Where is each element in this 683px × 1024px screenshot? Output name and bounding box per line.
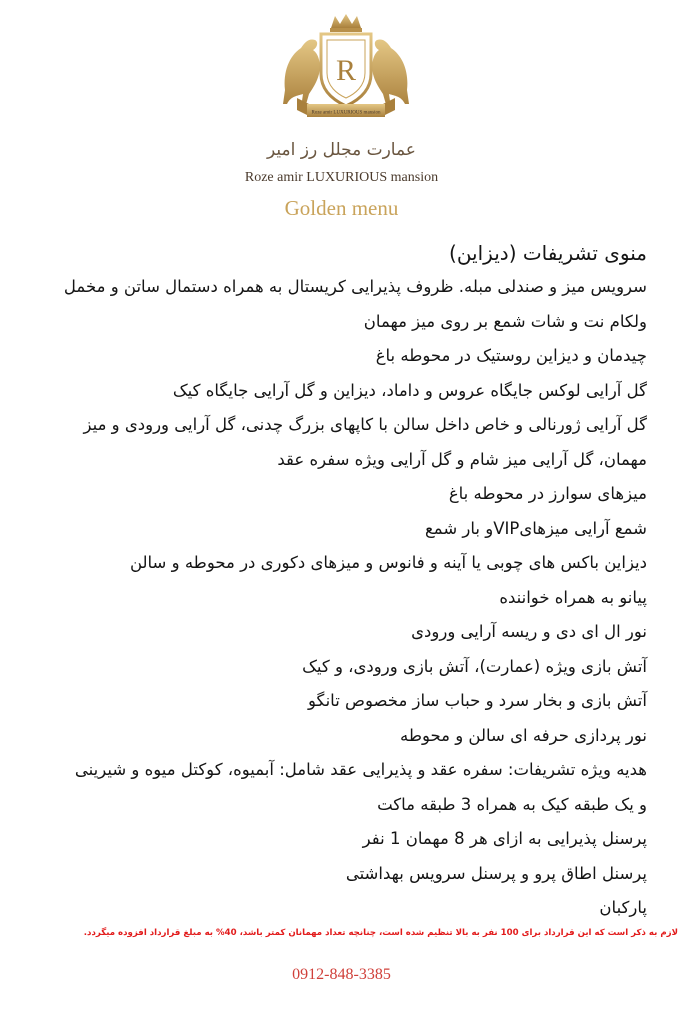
menu-item: نور پردازی حرفه ای سالن و محوطه bbox=[399, 725, 647, 745]
golden-menu-label: Golden menu bbox=[284, 196, 399, 220]
menu-item: گل آرایی ژورنالی و خاص داخل سالن با کاپهای بزرگ چدنی، گل آرایی ورودی و میز bbox=[83, 415, 647, 434]
mansion-name-fa: عمارت مجلل رز امیر bbox=[267, 140, 416, 160]
menu-item: دیزاین باکس های چوبی یا آینه و فانوس و میزهای دکوری در محوطه و سالن bbox=[129, 553, 647, 572]
svg-text:R: R bbox=[335, 54, 357, 87]
menu-item: سرویس میز و صندلی مبله. ظروف پذیرایی کریستال به همراه دستمال ساتن و مخمل bbox=[63, 277, 647, 296]
mansion-name-en: Roze amir LUXURIOUS mansion bbox=[244, 170, 439, 185]
menu-item: پرسنل پذیرایی به ازای هر 8 مهمان 1 نفر bbox=[362, 829, 647, 848]
menu-item: پارکبان bbox=[599, 898, 647, 917]
menu-title: منوی تشریفات (دیزاین) bbox=[449, 241, 647, 265]
menu-item: گل آرایی لوکس جایگاه عروس و داماد، دیزاین و گل آرایی جایگاه کیک bbox=[172, 380, 647, 400]
menu-item: پرسنل اطاق پرو و پرسنل سرویس بهداشتی bbox=[345, 863, 647, 883]
contract-note: لازم به ذکر است که این قرارداد برای 100 نفر به بالا تنظیم شده است، چنانچه تعداد مهمانان کمتر باشد، 40% به مبلغ قرارداد افزوده میگردد. bbox=[83, 928, 678, 938]
crest-icon bbox=[275, 12, 417, 122]
menu-item: شمع آرایی میزهایVIPو بار شمع bbox=[425, 518, 647, 538]
menu-item: مهمان، گل آرایی میز شام و گل آرایی ویژه سفره عقد bbox=[277, 449, 647, 469]
phone-number[interactable]: 0912-848-3385 bbox=[292, 966, 391, 983]
menu-item: چیدمان و دیزاین روستیک در محوطه باغ bbox=[375, 346, 647, 365]
menu-item: میزهای سوارز در محوطه باغ bbox=[448, 484, 647, 503]
menu-item: و یک طبقه کیک به همراه 3 طبقه ماکت bbox=[377, 794, 647, 814]
menu-item: آتش بازی ویژه (عمارت)، آتش بازی ورودی، و کیک bbox=[302, 656, 647, 676]
menu-item: پیانو به همراه خواننده bbox=[499, 587, 647, 607]
mansion-logo bbox=[275, 12, 417, 122]
menu-item: هدیه ویژه تشریفات: سفره عقد و پذیرایی عقد شامل: آبمیوه، کوکتل میوه و شیرینی bbox=[74, 760, 647, 779]
menu-item: ولکام نت و شات شمع بر روی میز مهمان bbox=[363, 311, 647, 331]
menu-item: نور ال ای دی و ریسه آرایی ورودی bbox=[411, 622, 647, 641]
menu-item: آتش بازی و بخار سرد و حباب ساز مخصوص تانگو bbox=[307, 691, 647, 710]
svg-text:Roze amir LUXURIOUS mansion: Roze amir LUXURIOUS mansion bbox=[311, 110, 381, 116]
menu-content bbox=[27, 236, 647, 926]
